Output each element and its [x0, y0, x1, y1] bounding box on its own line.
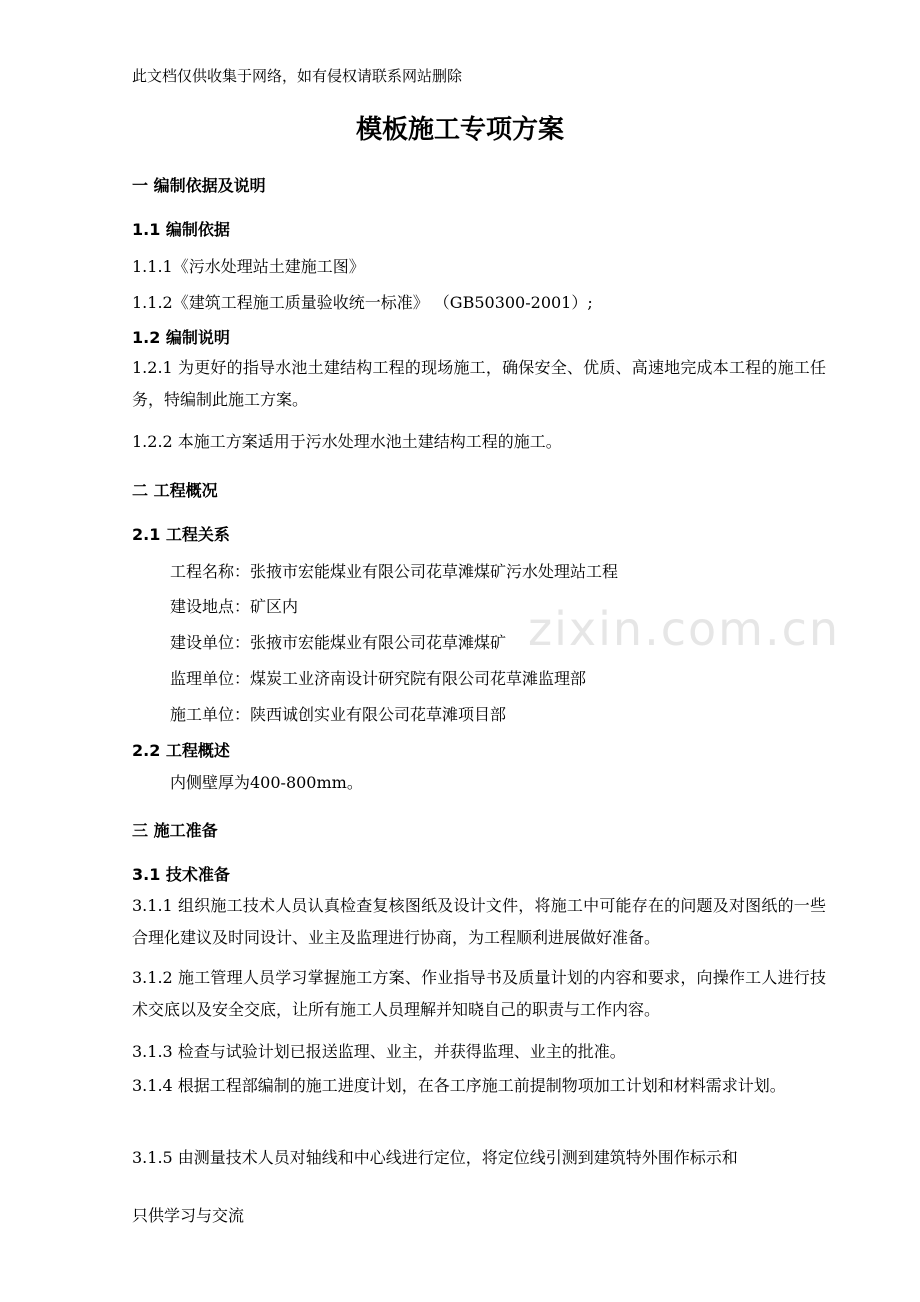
section-1-2-heading: 1.2 编制说明	[132, 328, 230, 347]
item-1-1-2: 1.1.2《建筑工程施工质量验收统一标准》 （GB50300-2001）;	[132, 293, 593, 312]
header-note: 此文档仅供收集于网络，如有侵权请联系网站删除	[132, 67, 463, 85]
section-1-1-heading: 1.1 编制依据	[132, 220, 230, 239]
item-1-2-2: 1.2.2 本施工方案适用于污水处理水池土建结构工程的施工。	[132, 432, 562, 451]
section-3-heading: 三 施工准备	[132, 821, 218, 840]
overview-text: 内侧壁厚为400-800mm。	[170, 773, 363, 792]
section-2-2-heading: 2.2 工程概述	[132, 741, 230, 760]
construction-site: 建设地点：矿区内	[170, 597, 299, 616]
item-3-1-2: 3.1.2 施工管理人员学习掌握施工方案、作业指导书及质量计划的内容和要求，向操作工人进行技术交底以及安全交底，让所有施工人员理解并知晓自己的职责与工作内容。	[132, 968, 826, 1019]
project-name: 工程名称：张掖市宏能煤业有限公司花草滩煤矿污水处理站工程	[170, 562, 619, 581]
document-title: 模板施工专项方案	[355, 115, 564, 145]
supervision-unit: 监理单位：煤炭工业济南设计研究院有限公司花草滩监理部	[170, 669, 587, 688]
contractor-unit: 施工单位：陕西诚创实业有限公司花草滩项目部	[170, 705, 507, 724]
owner-unit: 建设单位：张掖市宏能煤业有限公司花草滩煤矿	[170, 633, 507, 652]
footer-note: 只供学习与交流	[132, 1206, 245, 1225]
section-3-1-heading: 3.1 技术准备	[132, 865, 230, 884]
item-3-1-4: 3.1.4 根据工程部编制的施工进度计划，在各工序施工前提制物项加工计划和材料需求计划。	[132, 1076, 786, 1095]
item-1-1-1: 1.1.1《污水处理站土建施工图》	[132, 257, 365, 276]
item-3-1-5: 3.1.5 由测量技术人员对轴线和中心线进行定位，将定位线引测到建筑特外围作标示和	[132, 1148, 738, 1167]
watermark: zixin.com.cn	[528, 602, 841, 656]
section-2-heading: 二 工程概况	[132, 481, 218, 500]
section-1-heading: 一 编制依据及说明	[132, 176, 266, 195]
section-2-1-heading: 2.1 工程关系	[132, 525, 230, 544]
item-1-2-1: 1.2.1 为更好的指导水池土建结构工程的现场施工，确保安全、优质、高速地完成本工程的施工任务，特编制此施工方案。	[132, 358, 826, 409]
item-3-1-3: 3.1.3 检查与试验计划已报送监理、业主，并获得监理、业主的批准。	[132, 1042, 626, 1061]
item-3-1-1: 3.1.1 组织施工技术人员认真检查复核图纸及设计文件，将施工中可能存在的问题及对图纸的一些合理化建议及时同设计、业主及监理进行协商，为工程顺利进展做好准备。	[132, 896, 826, 947]
